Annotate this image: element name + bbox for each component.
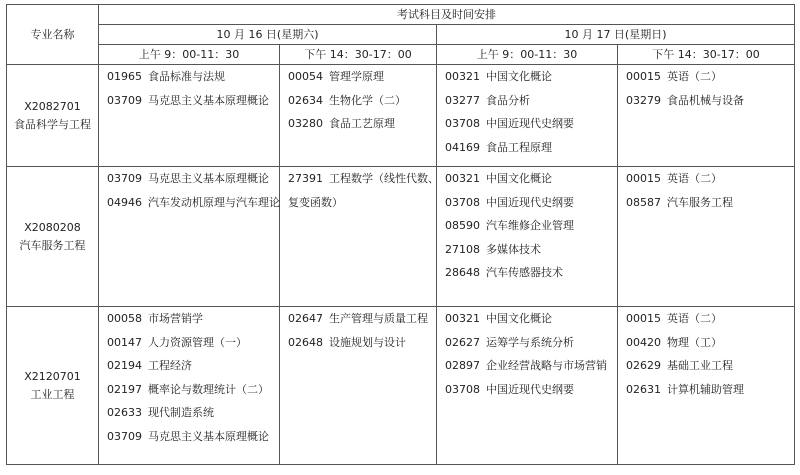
course-name: 马克思主义基本原理概论 (148, 172, 269, 185)
course-entry (626, 71, 794, 95)
course-entry (626, 173, 794, 197)
course-code: 03709 (107, 172, 142, 185)
course-entry (445, 360, 617, 384)
course-entry (445, 384, 617, 408)
course-entry (107, 407, 279, 431)
course-entry (445, 173, 617, 197)
course-entry (107, 384, 279, 408)
course-entry (107, 313, 279, 337)
slot-header: 上午 9：00-11：30 (437, 45, 618, 65)
course-name: 食品工艺原理 (329, 117, 395, 130)
course-name: 马克思主义基本原理概论 (148, 429, 269, 443)
course-entry (445, 220, 617, 244)
major-title: 食品科学与工程 (14, 117, 91, 131)
slot-header: 下午 14：30-17：00 (618, 45, 795, 65)
course-code: 00147 (107, 335, 142, 349)
course-name: 中国近现代史纲要 (486, 195, 574, 209)
course-entry (107, 95, 279, 119)
course-code: 03708 (445, 195, 480, 209)
course-code: 02648 (288, 335, 323, 349)
major-name-header: 专业名称 (7, 5, 99, 65)
table-row (7, 167, 795, 307)
course-code: 00321 (445, 312, 480, 325)
course-entry (288, 337, 436, 361)
course-entry (288, 172, 439, 197)
course-entry (626, 384, 794, 408)
course-cell (618, 65, 795, 167)
course-name: 工程经济 (148, 359, 192, 372)
major-cell (7, 65, 99, 167)
course-code: 02633 (107, 406, 142, 419)
course-name: 生产管理与质量工程 (329, 312, 428, 325)
course-name: 英语（二） (667, 312, 722, 325)
course-code: 00015 (626, 70, 661, 83)
course-cell (437, 307, 618, 465)
course-name: 汽车服务工程 (667, 195, 733, 209)
course-code: 08587 (626, 195, 661, 209)
course-entry (288, 95, 436, 119)
course-name: 计算机辅助管理 (667, 382, 744, 396)
course-entry (626, 95, 794, 119)
course-code: 03708 (445, 117, 480, 130)
course-code: 02627 (445, 335, 480, 349)
course-name: 复变函数） (288, 195, 343, 209)
course-entry (107, 71, 279, 95)
course-name: 设施规划与设计 (329, 335, 406, 349)
course-cell (618, 167, 795, 307)
course-name: 中国文化概论 (486, 172, 552, 185)
course-code: 04169 (445, 140, 480, 154)
course-code: 03279 (626, 93, 661, 107)
course-code: 02194 (107, 359, 142, 372)
course-name: 汽车传感器技术 (486, 266, 563, 279)
major-cell (7, 307, 99, 465)
course-entry (107, 173, 279, 197)
course-code: 00058 (107, 312, 142, 325)
course-cell (99, 65, 280, 167)
major-code: X2082701 (24, 99, 81, 113)
course-name: 中国文化概论 (486, 70, 552, 83)
course-cell (99, 307, 280, 465)
course-name: 基础工业工程 (667, 359, 733, 372)
course-entry (107, 337, 279, 361)
course-entry (445, 142, 617, 166)
course-name: 现代制造系统 (148, 406, 214, 419)
exam-schedule-table (6, 4, 795, 465)
course-cell (280, 307, 437, 465)
course-name: 汽车维修企业管理 (486, 219, 574, 232)
course-entry (445, 118, 617, 142)
course-name: 物理（工） (667, 335, 722, 349)
course-code: 28648 (445, 266, 480, 279)
course-code: 00015 (626, 172, 661, 185)
course-entry (626, 313, 794, 337)
course-name: 中国文化概论 (486, 312, 552, 325)
course-entry (288, 71, 436, 95)
course-code: 00420 (626, 335, 661, 349)
course-code: 02629 (626, 359, 661, 372)
schedule-title: 考试科目及时间安排 (99, 5, 795, 25)
course-cell (280, 167, 437, 307)
course-code: 00321 (445, 70, 480, 83)
slot-header: 下午 14：30-17：00 (280, 45, 437, 65)
major-code: X2080208 (24, 220, 81, 234)
course-cell (99, 167, 280, 307)
day-header-oct16: 10 月 16 日(星期六) (99, 25, 437, 45)
course-code: 02647 (288, 312, 323, 325)
course-code: 01965 (107, 70, 142, 83)
course-code: 03708 (445, 382, 480, 396)
course-code: 27391 (288, 172, 323, 185)
major-code: X2120701 (24, 369, 81, 383)
course-code: 02631 (626, 382, 661, 396)
course-name: 中国近现代史纲要 (486, 382, 574, 396)
course-entry (445, 71, 617, 95)
course-code: 00015 (626, 312, 661, 325)
course-name: 食品工程原理 (486, 140, 552, 154)
major-title: 汽车服务工程 (19, 238, 86, 252)
course-name: 市场营销学 (148, 312, 203, 325)
course-name: 概率论与数理统计（二） (148, 382, 269, 396)
course-name: 人力资源管理（一） (148, 335, 247, 349)
course-cell (437, 65, 618, 167)
table-row (7, 65, 795, 167)
course-name: 英语（二） (667, 172, 722, 185)
course-name: 管理学原理 (329, 70, 384, 83)
course-name: 企业经营战略与市场营销 (486, 359, 607, 372)
course-entry (445, 337, 617, 361)
course-entry (626, 360, 794, 384)
course-entry (107, 197, 279, 221)
course-entry (445, 95, 617, 119)
course-entry (445, 313, 617, 337)
course-name: 工程数学（线性代数、 (329, 172, 439, 185)
course-name: 食品标准与法规 (148, 70, 225, 83)
course-entry (626, 337, 794, 361)
course-cell (280, 65, 437, 167)
course-name: 生物化学（二） (329, 93, 406, 107)
course-code: 04946 (107, 195, 142, 209)
course-entry (107, 431, 279, 455)
course-name: 汽车发动机原理与汽车理论 (148, 195, 280, 209)
course-entry (288, 118, 436, 142)
course-code: 02197 (107, 382, 142, 396)
course-cell (437, 167, 618, 307)
course-entry (445, 244, 617, 268)
course-name: 中国近现代史纲要 (486, 117, 574, 130)
course-code: 00054 (288, 70, 323, 83)
course-name: 食品机械与设备 (667, 93, 744, 107)
course-entry (288, 197, 436, 221)
major-title: 工业工程 (30, 387, 75, 401)
course-code: 03709 (107, 93, 142, 107)
course-entry (626, 197, 794, 221)
day-header-oct17: 10 月 17 日(星期日) (437, 25, 795, 45)
course-code: 00321 (445, 172, 480, 185)
course-code: 03709 (107, 429, 142, 443)
course-code: 02634 (288, 93, 323, 107)
course-name: 马克思主义基本原理概论 (148, 93, 269, 107)
slot-header: 上午 9：00-11：30 (99, 45, 280, 65)
course-entry (445, 197, 617, 221)
course-entry (445, 267, 617, 291)
course-cell (618, 307, 795, 465)
table-row (7, 307, 795, 465)
course-code: 02897 (445, 359, 480, 372)
course-entry (107, 360, 279, 384)
course-entry (288, 313, 436, 337)
course-name: 英语（二） (667, 70, 722, 83)
major-cell (7, 167, 99, 307)
course-code: 27108 (445, 242, 480, 256)
course-code: 03280 (288, 117, 323, 130)
course-name: 多媒体技术 (486, 242, 541, 256)
course-code: 08590 (445, 219, 480, 232)
course-name: 食品分析 (486, 93, 530, 107)
course-name: 运筹学与系统分析 (486, 335, 574, 349)
course-code: 03277 (445, 93, 480, 107)
